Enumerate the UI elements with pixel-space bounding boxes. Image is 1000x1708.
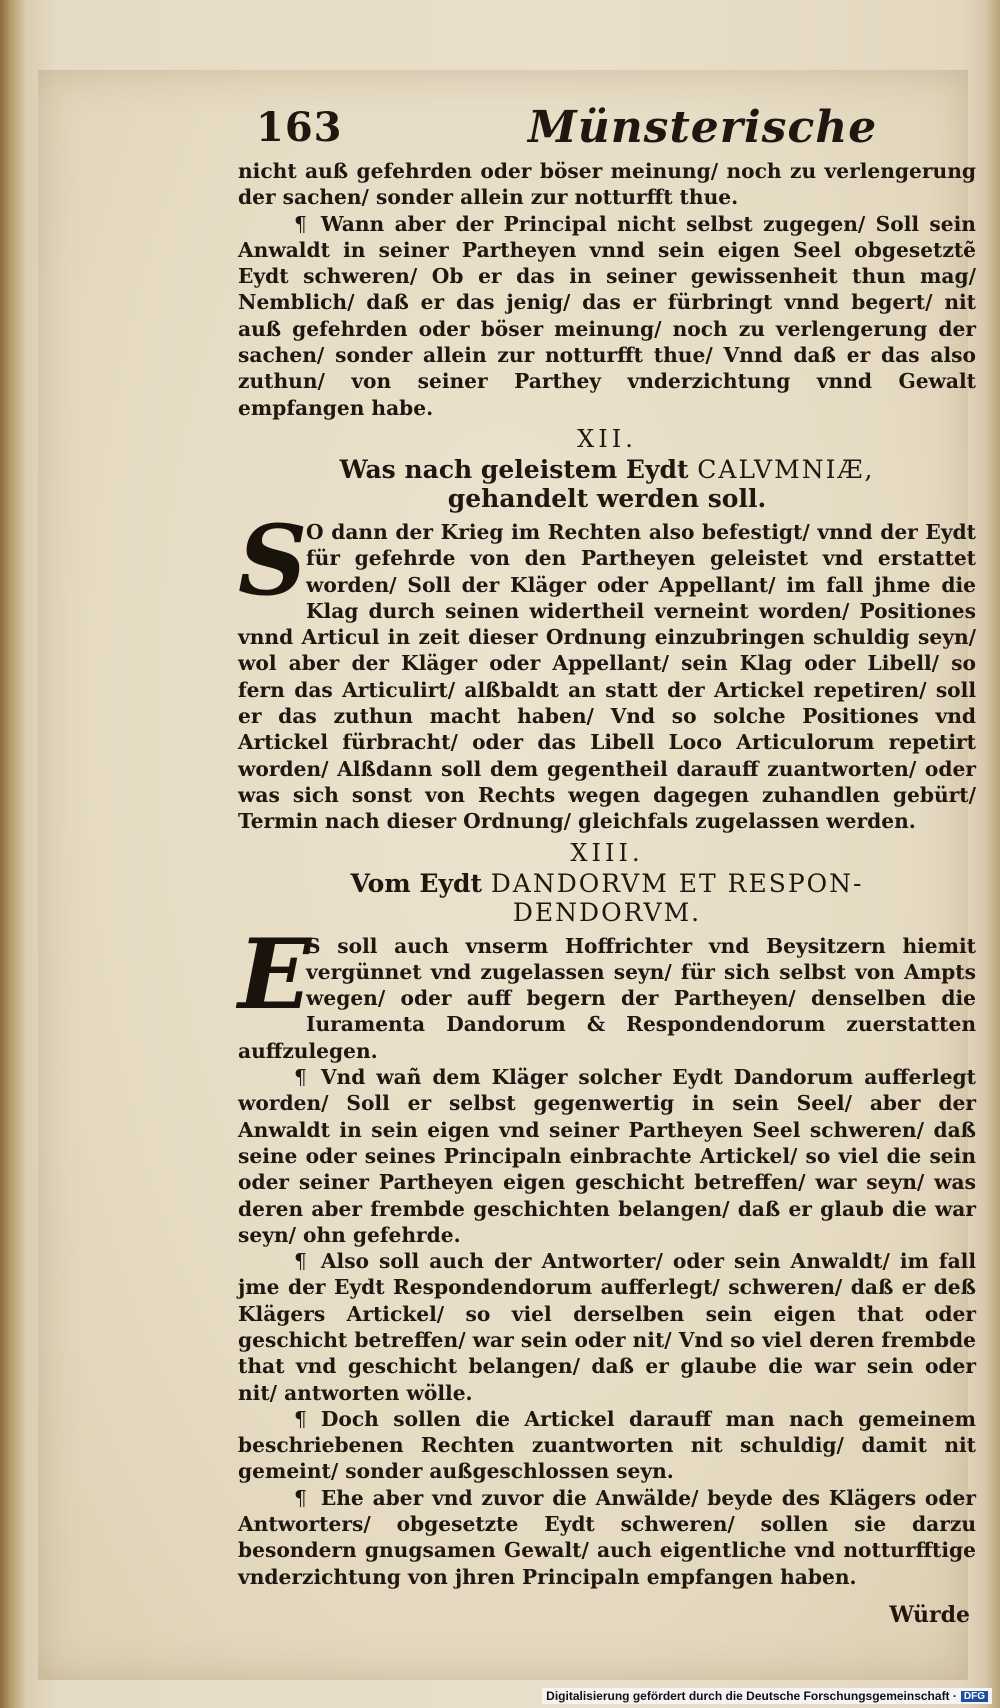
book-page	[38, 70, 976, 1680]
catchword: Würde	[889, 1601, 970, 1628]
section-title-part: Was nach geleistem Eydt	[339, 454, 698, 484]
section-number-xii: XII.	[577, 424, 637, 453]
drop-capital: E	[238, 917, 312, 1031]
section-title-part: gehandelt werden soll.	[447, 483, 767, 513]
paragraph-artickel	[238, 1406, 976, 1485]
section-title-xii	[238, 455, 976, 513]
paragraph-klager-eydt	[238, 1064, 976, 1248]
page-header	[238, 100, 976, 152]
section-title-part: Vom Eydt	[350, 868, 491, 898]
paragraph-text: Wann aber der Principal nicht selbst zugegen/ Soll sein Anwaldt in seiner Partheyen vnnd sein eigen Seel obgesetztẽ Eydt schweren/ Ob er das in seiner gewissenheit thun mag/ Nemblich/ daß er das jenig/ das er fürbringt vnnd begert/ nit auß gefehrden oder böser meinung/ noch zu verlengerung der sachen/ sonder allein zur notturfft thue/ Vnnd daß er das also zuthun/ von seiner Parthey vnderzichtung vnnd Gewalt empfangen habe.	[238, 211, 976, 420]
pilcrow-mark: ¶	[294, 211, 307, 236]
paragraph-continuation: nicht auß gefehrden oder böser meinung/ noch zu verlengerung der sachen/ sonder allein zur notturfft thue.	[238, 159, 976, 210]
paragraph-text: Also soll auch der Antworter/ oder sein Anwaldt/ im fall jme der Eydt Respondendorum aufferlegt/ schweren/ daß er deß Klägers Artickel/ so viel derselben sein eigen that oder geschicht betreffen/ war sein oder nit/ Vnd so viel deren frembde that vnd geschicht belangen/ daß er glaube die war sein oder nit/ antworten wölle.	[238, 1249, 976, 1405]
paragraph-antworter-eydt	[238, 1248, 976, 1406]
pilcrow-mark: ¶	[294, 1249, 307, 1274]
dfg-logo: DFG	[961, 1691, 988, 1702]
credit-text: Digitalisierung gefördert durch die Deutsche Forschungsgemeinschaft ·	[546, 1689, 957, 1703]
paragraph-text: Ehe aber vnd zuvor die Anwälde/ beyde des Klägers oder Antworters/ obgesetzte Eydt schweren/ sollen sie darzu besondern gnugsamen Gewalt/ auch eigentliche vnd notturfftige vnderzichtung von jhren Principaln empfangen haben.	[238, 1485, 976, 1589]
paragraph-krieg-rechten	[238, 503, 976, 835]
paragraph-text: O dann der Krieg im Rechten also befestigt/ vnnd der Eydt für gefehrde von den Partheyen geleistet vnd erstattet worden/ Soll der Kläger oder Appellant/ im fall jhme die Klag durch seinen widertheil verneint worden/ Positiones vnnd Articul in zeit dieser Ordnung einzubringen schuldig seyn/ wol aber der Kläger oder Appellant/ sein Klag oder Libell/ so fern das Articulirt/ alßbaldt an statt der Artickel repetiren/ soll er das zuthun macht haben/ Vnd so solche Positiones vnd Artickel fürbracht/ oder das Libell Loco Articulorum repetirt worden/ Alßdann soll dem gegentheil darauff zuantworten/ oder was sich sonst von Rechts wegen dagegen zuhandlen gebürt/ Termin nach dieser Ordnung/ gleichfals zugelassen werden.	[238, 519, 976, 834]
drop-capital: S	[238, 503, 308, 617]
paragraph-hoffrichter	[238, 917, 976, 1064]
paragraph-text: Vnd wañ dem Kläger solcher Eydt Dandorum aufferlegt worden/ Soll er selbst gegenwertig in sein Seel/ aber der Anwaldt in sein eigen vnd seiner Partheyen Seel schweren/ daß seine oder seines Principaln einbrachte Artickel/ so viel die sein oder seiner Partheyen eigen geschicht betreffen/ war seyn/ was deren aber frembde geschichten belangen/ daß er glaub die war seyn/ ohn gefehrde.	[238, 1065, 976, 1247]
digitization-credit	[542, 1688, 992, 1704]
pilcrow-mark: ¶	[294, 1065, 307, 1090]
section-title-caps: DANDORVM ET RESPON-	[490, 868, 864, 898]
pilcrow-mark: ¶	[294, 1406, 307, 1431]
text-block	[238, 100, 976, 1628]
section-title-xiii	[238, 869, 976, 927]
section-number-xiii: XIII.	[570, 838, 644, 867]
section-title-caps: DENDORVM.	[512, 897, 702, 927]
paragraph-anwalde-gewalt	[238, 1485, 976, 1590]
paragraph-text: Doch sollen die Artickel darauff man nach gemeinem beschriebenen Rechten zuantworten nit schuldig/ damit nit gemeint/ sonder außgeschlossen seyn.	[238, 1406, 976, 1484]
page-number: 163	[256, 104, 343, 151]
paragraph-text: S soll auch vnserm Hoffrichter vnd Beysitzern hiemit vergünnet vnd zugelassen seyn/ für sich selbst von Ampts wegen/ oder auff begern der Partheyen/ denselben die Iuramenta Dandorum & Respondendorum zuerstatten auffzulegen.	[238, 933, 976, 1063]
pilcrow-mark: ¶	[294, 1485, 307, 1510]
running-head: Münsterische	[528, 102, 878, 153]
paragraph-anwaldt-eydt	[238, 211, 976, 421]
section-title-caps: CALVMNIÆ,	[697, 454, 875, 484]
